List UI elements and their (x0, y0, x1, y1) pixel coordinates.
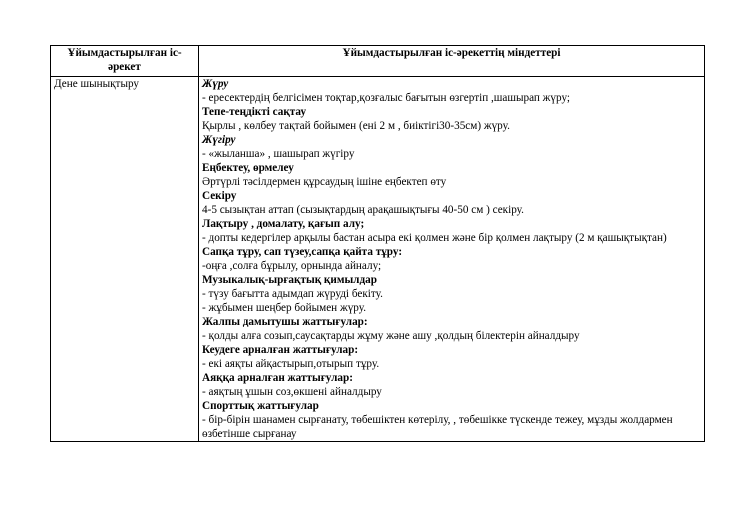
activity-cell: Дене шынықтыру (51, 77, 199, 442)
section-title: Кеудеге арналған жаттығулар: (202, 344, 359, 356)
section-line: - бір-бірін шанамен сырғанату, төбешіктен көтерілу, , төбешікке түскенде тежеу, мұзды жолдармен өзбетінше сырғанау (202, 414, 673, 440)
section-line: - түзу бағытта адымдап жүруді бекіту. (202, 288, 383, 300)
table-row (51, 77, 705, 442)
activity-table (50, 45, 705, 442)
section-line: - екі аяқты айқастырып,отырып тұру. (202, 358, 380, 370)
section-title: Жүру (202, 78, 229, 90)
section-line: - ересектердің белгісімен тоқтар,қозғалыс бағытын өзгертіп ,шашырап жүру; (202, 92, 571, 104)
section-line: 4-5 сызықтан аттап (сызықтардың арақашықтығы 40-50 см ) секіру. (202, 204, 524, 216)
section-title: Еңбектеу, өрмелеу (202, 162, 294, 174)
header-activity: Ұйымдастырылған іс-әрекет (51, 46, 199, 77)
section-line: -оңға ,солға бұрылу, орнында айналу; (202, 260, 382, 272)
section-title: Жүгіру (202, 134, 236, 146)
section-line: Қырлы , көлбеу тақтай бойымен (ені 2 м , биіктігі30-35см) жүру. (202, 120, 510, 132)
section-line: Әртүрлі тәсілдермен құрсаудың ішіне еңбектеп өту (202, 176, 447, 188)
header-tasks: Ұйымдастырылған іс-әрекеттің міндеттері (199, 46, 705, 77)
section-title: Лақтыру , домалату, қағып алу; (202, 218, 365, 230)
tasks-cell (199, 77, 705, 442)
section-title: Жалпы дамытушы жаттығулар: (202, 316, 368, 328)
section-line: - допты кедергілер арқылы бастан асыра екі қолмен және бір қолмен лақтыру (2 м қашықтықтан) (202, 232, 667, 244)
section-line: - қолды алға созып,саусақтарды жұму және ашу ,қолдың білектерін айналдыру (202, 330, 580, 342)
section-title: Аяққа арналған жаттығулар: (202, 372, 353, 384)
section-title: Тепе-теңдікті сақтау (202, 106, 307, 118)
section-line: - аяқтың ұшын соз,өкшені айналдыру (202, 386, 382, 398)
section-title: Музыкалық-ырғақтық қимылдар (202, 274, 377, 286)
section-title: Сапқа тұру, сап түзеу,сапқа қайта тұру: (202, 246, 403, 258)
section-line: - жұбымен шеңбер бойымен жүру. (202, 302, 367, 314)
section-line: - «жыланша» , шашырап жүгіру (202, 148, 355, 160)
section-title: Спорттық жаттығулар (202, 400, 319, 412)
table-header-row (51, 46, 705, 77)
section-title: Секіру (202, 190, 237, 202)
